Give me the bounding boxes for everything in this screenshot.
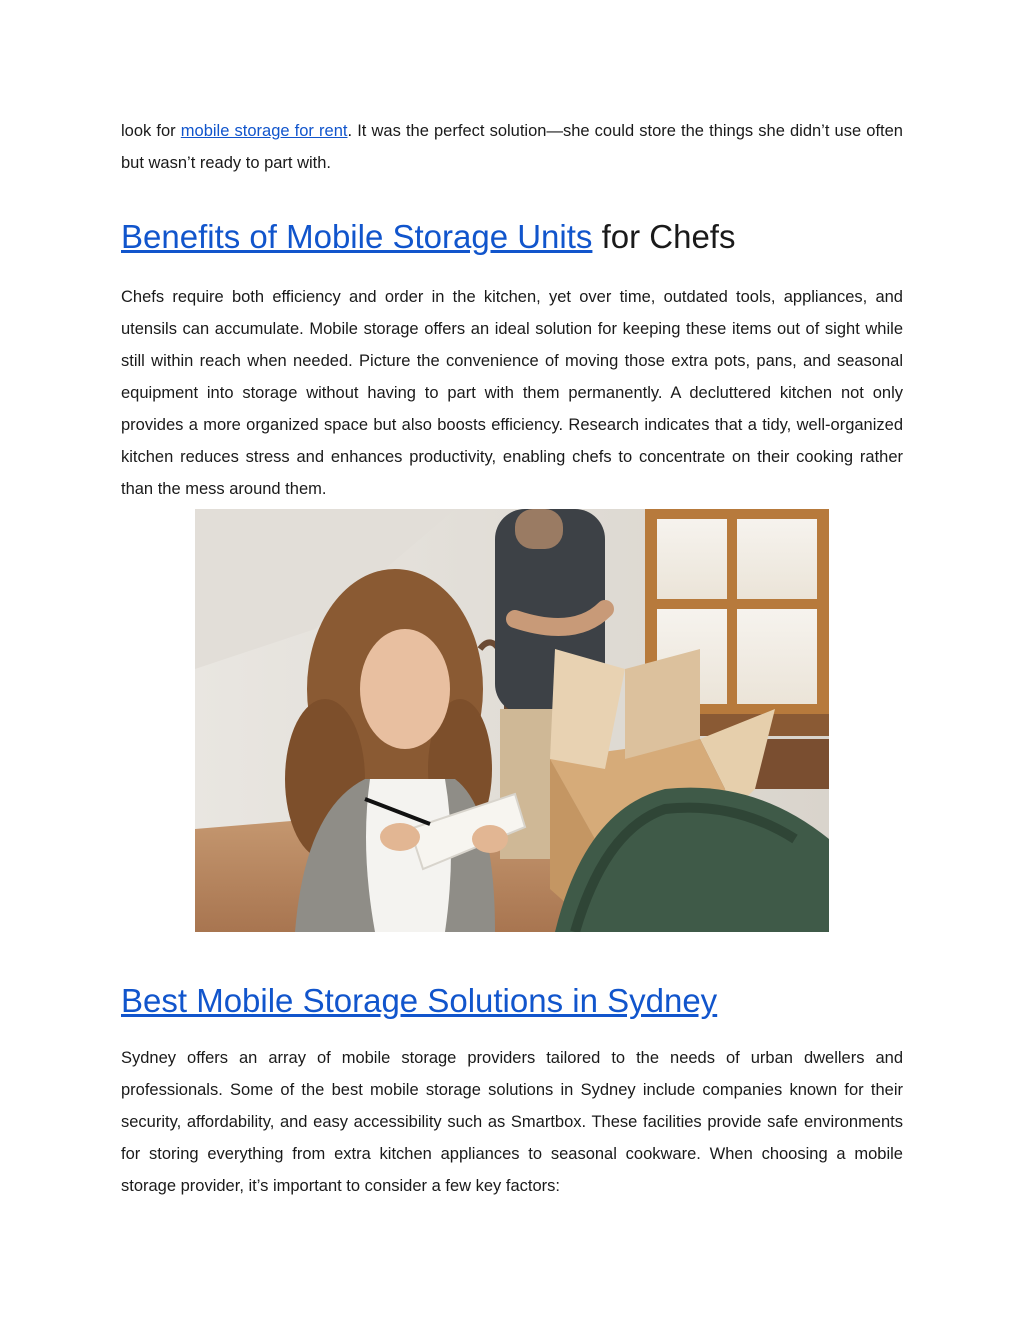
- sydney-paragraph: Sydney offers an array of mobile storage providers tailored to the needs of urban dwellers and professionals. Some of the best mobile storage solutions in Sydney include companies known for their security, affordability, and easy accessibility such as Smartbox. These facilities provide safe environments for storing everything from extra kitchen appliances to seasonal cookware. When choosing a mobile storage provider, it’s important to consider a few key factors:: [121, 1049, 903, 1195]
- section-heading-sydney: [121, 981, 903, 1021]
- mobile-storage-link[interactable]: mobile storage for rent: [180, 122, 348, 140]
- section-heading-benefits: [121, 217, 903, 257]
- intro-text-before: look for: [121, 122, 181, 140]
- benefits-heading-rest: for Chefs: [592, 218, 736, 255]
- intro-text-after: . It was the perfect solution—she could store the things she didn’t use often but wasn’t ready to part with.: [121, 122, 903, 172]
- benefits-paragraph: Chefs require both efficiency and order in the kitchen, yet over time, outdated tools, appliances, and utensils can accumulate. Mobile storage offers an ideal solution for keeping these items out of sight while still within reach when needed. Picture the convenience of moving those extra pots, pans, and seasonal equipment into storage without having to part with them permanently. A decluttered kitchen not only provides a more organized space but also boosts efficiency. Research indicates that a tidy, well-organized kitchen reduces stress and enhances productivity, enabling chefs to concentrate on their cooking rather than the mess around them.: [121, 288, 903, 498]
- packing-photo: [195, 509, 829, 932]
- sydney-heading-link[interactable]: Best Mobile Storage Solutions in Sydney: [121, 982, 718, 1019]
- benefits-heading-link[interactable]: Benefits of Mobile Storage Units: [121, 218, 593, 255]
- intro-paragraph: [121, 115, 903, 179]
